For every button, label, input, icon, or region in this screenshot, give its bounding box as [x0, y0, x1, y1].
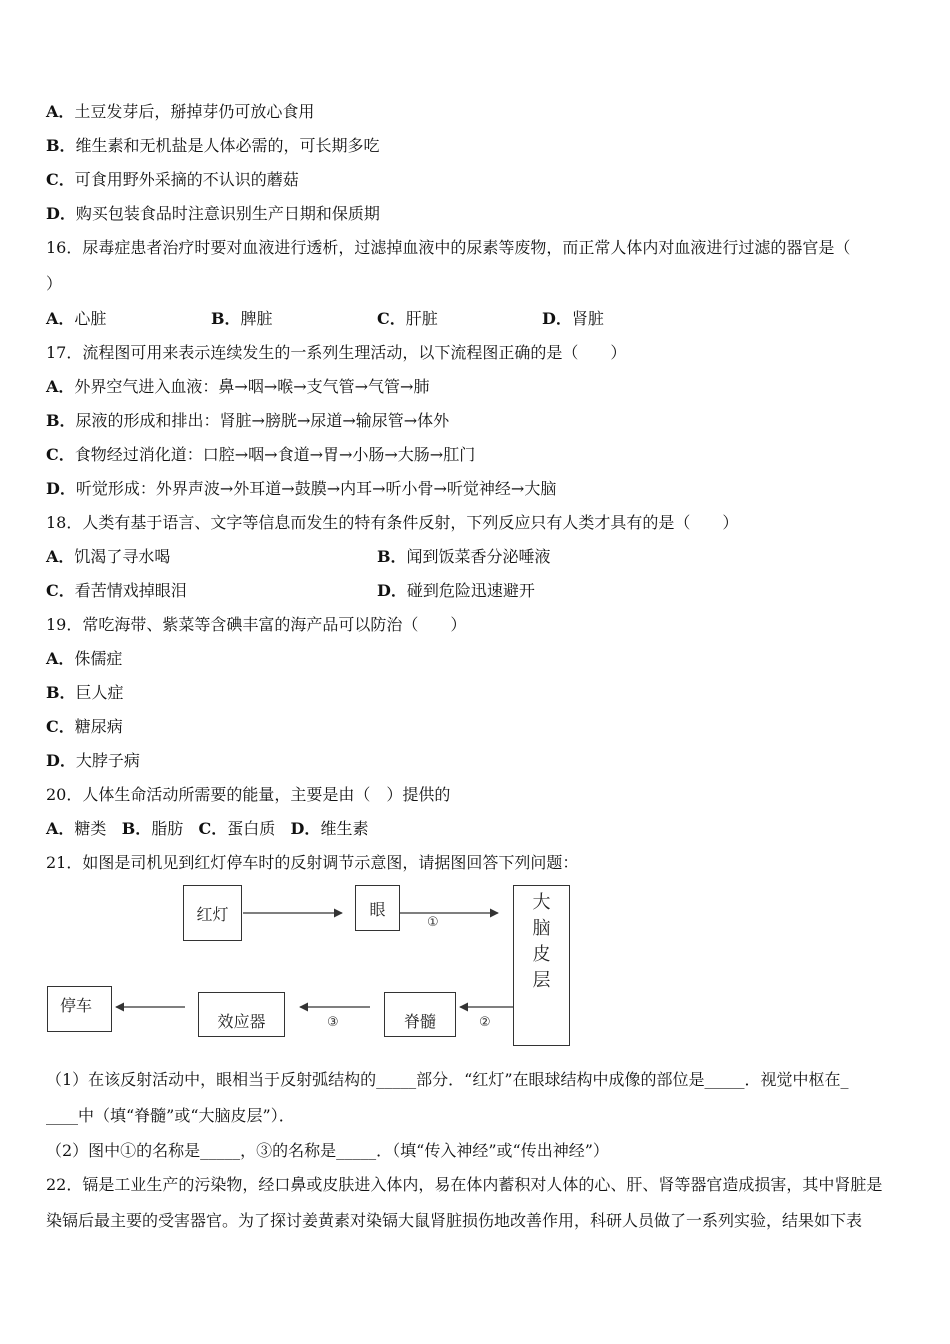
- option-letter: B．: [46, 136, 76, 155]
- option-letter: A．: [46, 547, 75, 566]
- option-letter: B．: [121, 819, 152, 838]
- q15-option-d: [46, 203, 380, 225]
- q17-option-b: [46, 410, 449, 432]
- option-text: 食物经过消化道：口腔→咽→食道→胃→小肠→大肠→肛门: [74, 445, 476, 464]
- option-text: 肾脏: [571, 309, 604, 328]
- cortex-char: 大: [532, 892, 551, 913]
- option-letter: A．: [46, 102, 75, 121]
- label-circle-3: ③: [327, 1015, 339, 1030]
- option-text: 购买包装食品时注意识别生产日期和保质期: [75, 204, 380, 223]
- cortex-char: 皮: [532, 944, 551, 965]
- q18-option-c: [46, 580, 187, 602]
- option-text: 可食用野外采摘的不认识的蘑菇: [74, 170, 299, 189]
- option-letter: A．: [46, 309, 75, 328]
- q19-option-d: [46, 750, 140, 772]
- cortex-char: 层: [532, 970, 551, 991]
- q19-option-c: [46, 716, 123, 738]
- q20-stem: 20．人体生命活动所需要的能量，主要是由（ ）提供的: [46, 785, 451, 804]
- option-letter: A．: [46, 377, 75, 396]
- label-circle-2: ②: [479, 1015, 491, 1030]
- option-letter: C．: [46, 717, 75, 736]
- option-letter: B．: [377, 547, 407, 566]
- q16-option-b: [211, 308, 273, 330]
- option-letter: C．: [377, 309, 406, 328]
- q17-option-d: [46, 478, 556, 500]
- option-letter: A．: [46, 649, 75, 668]
- q16-stem-end: ）: [46, 274, 63, 293]
- option-letter: D．: [542, 309, 572, 328]
- cortex-char: 脑: [532, 918, 551, 939]
- q16-stem: 16．尿毒症患者治疗时要对血液进行透析，过滤掉血液中的尿素等废物，而正常人体内对血液进行过滤的器官是（: [46, 238, 851, 257]
- option-text: 巨人症: [75, 683, 124, 702]
- q21-sub1-line1: （1）在该反射活动中，眼相当于反射弧结构的_____部分．“红灯”在眼球结构中成像的部位是_____．视觉中枢在_: [46, 1070, 849, 1089]
- option-text: 闻到饭菜香分泌唾液: [406, 547, 551, 566]
- option-letter: C．: [46, 581, 75, 600]
- q16-option-a: [46, 308, 106, 330]
- option-text: 蛋白质: [227, 819, 276, 838]
- option-letter: D．: [46, 479, 76, 498]
- option-letter: C．: [46, 445, 75, 464]
- option-text: 肝脏: [405, 309, 438, 328]
- option-text: 脾脏: [240, 309, 273, 328]
- q15-option-c: [46, 169, 299, 191]
- option-text: 听觉形成：外界声波→外耳道→鼓膜→内耳→听小骨→听觉神经→大脑: [75, 479, 557, 498]
- q15-option-a: [46, 101, 314, 123]
- q18-stem: 18．人类有基于语言、文字等信息而发生的特有条件反射，下列反应只有人类才具有的是（ ）: [46, 513, 739, 532]
- q19-option-a: [46, 648, 122, 670]
- option-letter: D．: [377, 581, 407, 600]
- option-text: 看苦情戏掉眼泪: [74, 581, 187, 600]
- option-letter: A．: [46, 819, 75, 838]
- q18-option-d: [377, 580, 535, 602]
- q22-line2: 染镉后最主要的受害器官。为了探讨姜黄素对染镉大鼠肾脏损伤地改善作用，科研人员做了一系列实验，结果如下表: [46, 1211, 863, 1230]
- option-letter: D．: [46, 751, 76, 770]
- eye-box: 眼: [355, 885, 400, 931]
- q21-sub2: （2）图中①的名称是_____，③的名称是_____．（填“传入神经”或“传出神经”）: [46, 1141, 609, 1160]
- option-text: 土豆发芽后，掰掉芽仍可放心食用: [74, 102, 315, 121]
- option-text: 糖类: [74, 819, 107, 838]
- option-text: 维生素和无机盐是人体必需的，可长期多吃: [75, 136, 380, 155]
- q17-option-a: [46, 376, 429, 398]
- q21-sub1-line2: ____中（填“脊髓”或“大脑皮层”）．: [46, 1106, 295, 1125]
- option-letter: B．: [211, 309, 241, 328]
- q16-option-d: [542, 308, 604, 330]
- option-text: 脂肪: [151, 819, 184, 838]
- option-text: 维生素: [320, 819, 369, 838]
- q17-option-c: [46, 444, 475, 466]
- option-letter: B．: [46, 411, 76, 430]
- option-text: 饥渴了寻水喝: [74, 547, 171, 566]
- option-letter: B．: [46, 683, 76, 702]
- stop-car-box: 停车: [47, 986, 112, 1032]
- q19-stem: 19．常吃海带、紫菜等含碘丰富的海产品可以防治（ ）: [46, 615, 467, 634]
- q22-line1: 22．镉是工业生产的污染物，经口鼻或皮肤进入体内，易在体内蓄积对人体的心、肝、肾等器官造成损害，其中肾脏是: [46, 1175, 883, 1194]
- option-letter: D．: [46, 204, 76, 223]
- label-circle-1: ①: [427, 915, 439, 930]
- q18-option-b: [377, 546, 551, 568]
- cerebral-cortex-box: [513, 885, 570, 1046]
- option-text: 侏儒症: [74, 649, 123, 668]
- option-text: 大脖子病: [75, 751, 140, 770]
- q19-option-b: [46, 682, 124, 704]
- option-letter: C．: [46, 170, 75, 189]
- option-text: 心脏: [74, 309, 107, 328]
- q18-option-a: [46, 546, 170, 568]
- option-letter: C．: [198, 819, 228, 838]
- q21-stem: 21．如图是司机见到红灯停车时的反射调节示意图，请据图回答下列问题：: [46, 853, 579, 872]
- option-text: 碰到危险迅速避开: [406, 581, 535, 600]
- q17-stem: 17．流程图可用来表示连续发生的一系列生理活动，以下流程图正确的是（ ）: [46, 343, 627, 362]
- spinal-cord-box: 脊髓: [384, 992, 456, 1037]
- option-letter: D．: [290, 819, 321, 838]
- option-text: 糖尿病: [74, 717, 123, 736]
- option-text: 外界空气进入血液：鼻→咽→喉→支气管→气管→肺: [74, 377, 430, 396]
- option-text: 尿液的形成和排出：肾脏→膀胱→尿道→输尿管→体外: [75, 411, 450, 430]
- q20-options: [46, 818, 368, 840]
- q16-option-c: [377, 308, 438, 330]
- red-light-box: 红灯: [183, 885, 242, 941]
- q15-option-b: [46, 135, 380, 157]
- effector-box: 效应器: [198, 992, 285, 1037]
